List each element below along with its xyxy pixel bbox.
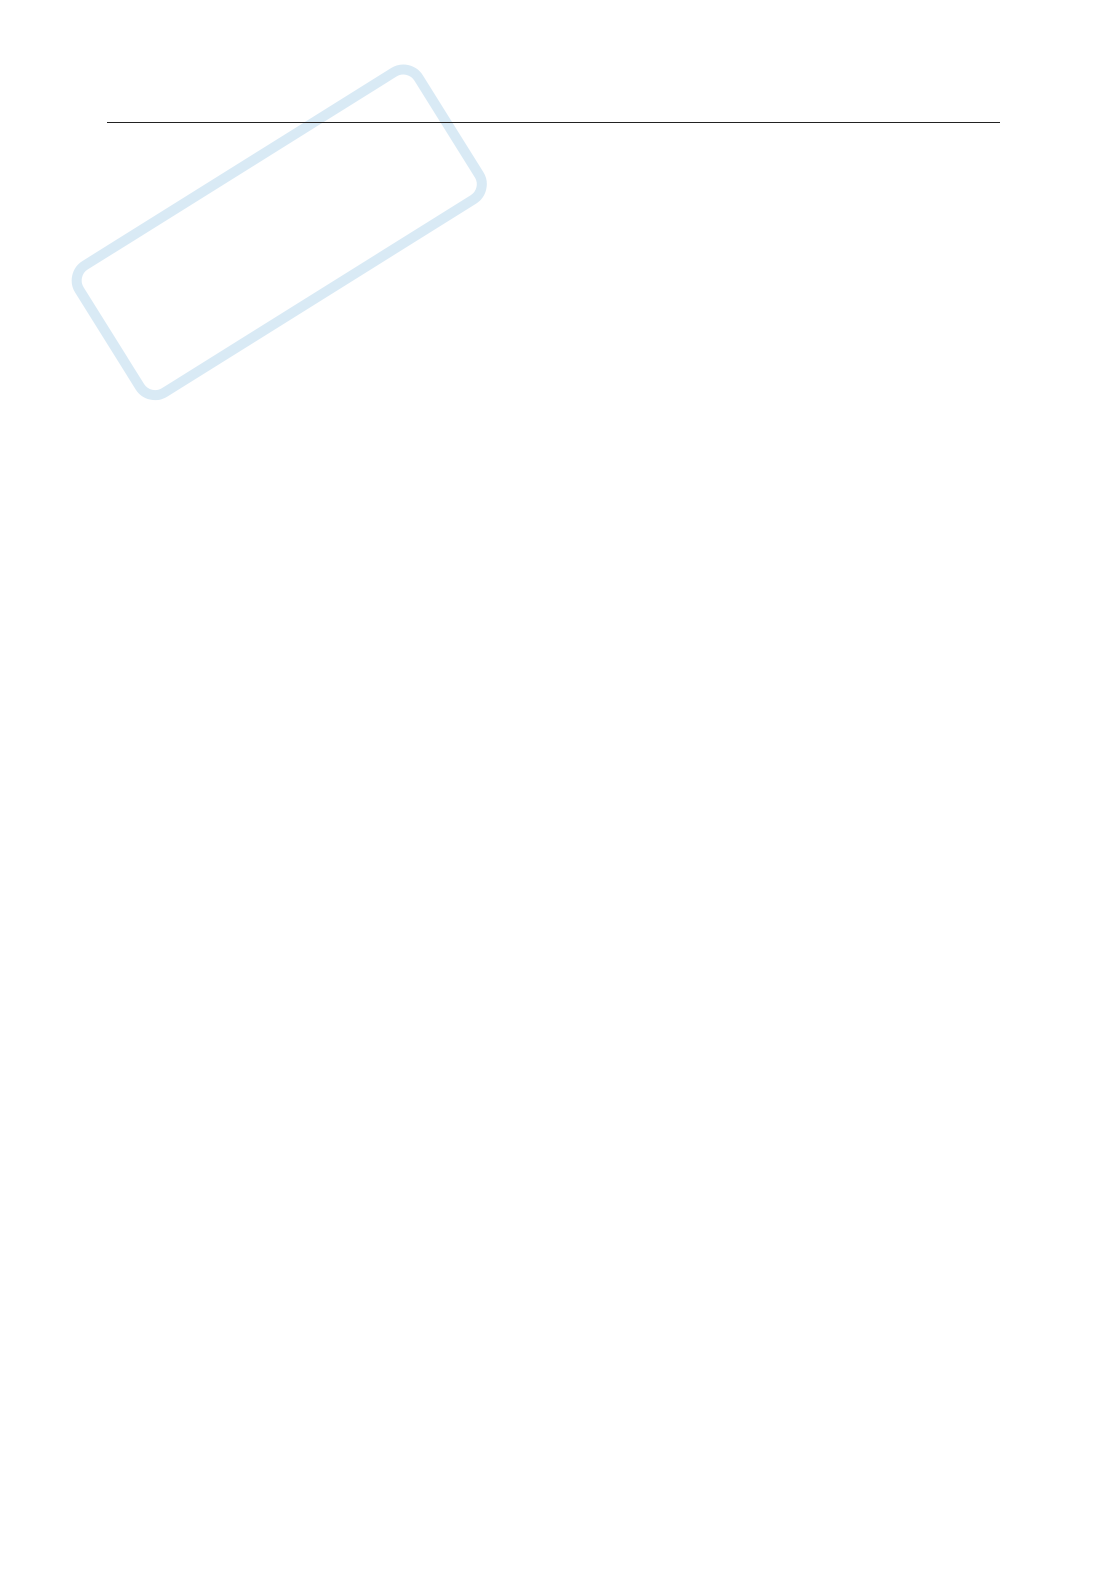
- watermark-logo: [40, 40, 510, 430]
- section-divider: [107, 122, 1000, 123]
- document-page: [107, 108, 1007, 123]
